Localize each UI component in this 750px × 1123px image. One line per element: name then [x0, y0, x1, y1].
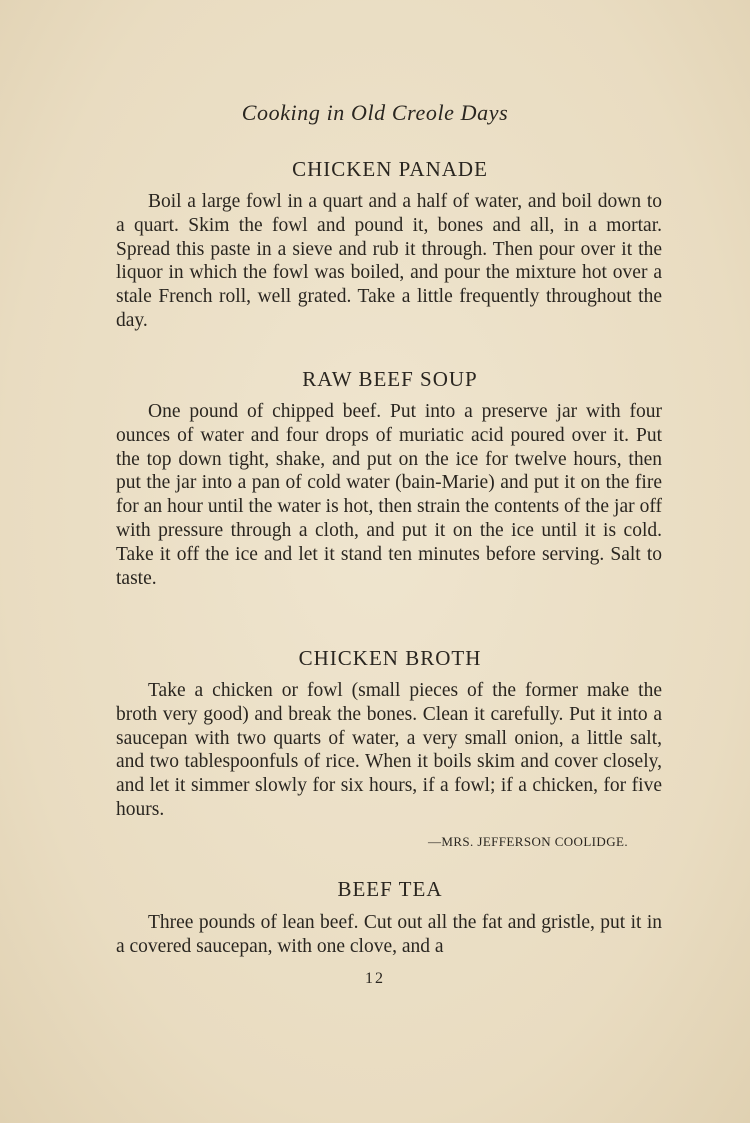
recipe-attribution: —MRS. JEFFERSON COOLIDGE. [428, 834, 628, 849]
recipe-heading-beef-tea: BEEF TEA [337, 877, 443, 901]
recipe-text-chicken-panade: Boil a large fowl in a quart and a half of water, and boil down to a quart. Skim the fowl and pound it, bones and all, in a mortar. Spread this paste in a sieve and rub it through. Then pour over it the liquor in which the fowl was boiled, and pour the mixture hot over a stale French roll, well grated. Take a little frequently throughout the day. [116, 191, 662, 331]
recipe-text-beef-tea: Three pounds of lean beef. Cut out all the fat and gristle, put it in a covered saucepan, with one clove, and a [116, 912, 662, 957]
recipe-heading-chicken-panade: CHICKEN PANADE [292, 157, 488, 181]
recipe-text-raw-beef-soup: One pound of chipped beef. Put into a preserve jar with four ounces of water and four drops of muriatic acid poured over it. Put the top down tight, shake, and put on the ice for twelve hours, then put the jar into a pan of cold water (bain-Marie) and put it on the fire for an hour until the water is hot, then strain the contents of the jar off with pressure through a cloth, and put it on the ice until it is cold. Take it off the ice and let it stand ten minutes before serving. Salt to taste. [116, 401, 662, 589]
recipe-text-chicken-broth: Take a chicken or fowl (small pieces of the former make the broth very good) and break the bones. Clean it carefully. Put it into a saucepan with two quarts of water, a very small onion, a little salt, and two tablespoonfuls of rice. When it boils skim and cover closely, and let it simmer slowly for six hours, if a fowl; if a chicken, for five hours. [116, 680, 662, 820]
recipe-heading-raw-beef-soup: RAW BEEF SOUP [302, 367, 478, 391]
recipe-heading-chicken-broth: CHICKEN BROTH [298, 646, 482, 670]
running-head: Cooking in Old Creole Days [241, 100, 509, 125]
page-number: 12 [365, 970, 385, 987]
